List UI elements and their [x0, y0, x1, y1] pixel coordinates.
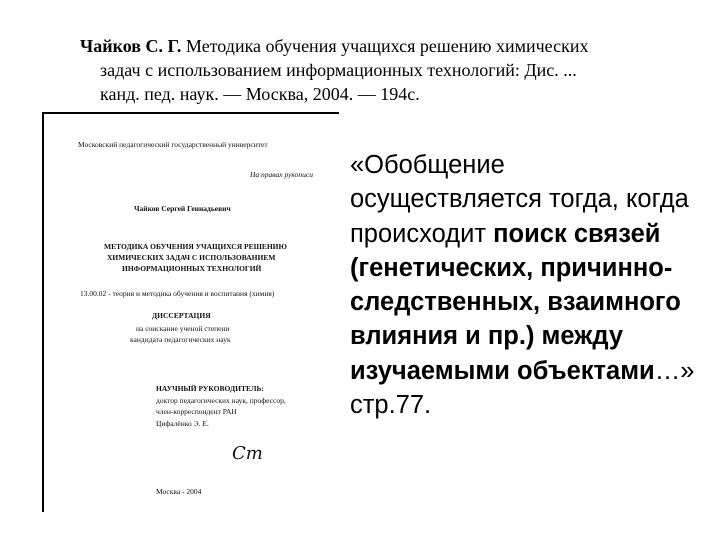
thesis-author: Чайков Сергей Геннадьевич	[134, 204, 231, 213]
thesis-diss-label: ДИССЕРТАЦИЯ	[152, 311, 211, 320]
quote-bold: поиск связей (генетических, причинно-следственных, взаимного влияния и пр.) между изучаемыми объектами	[350, 219, 681, 385]
citation-line-2: задач с использованием информационных технологий: Дис. ...	[100, 60, 577, 80]
thesis-degree-2: кандидата педагогических наук	[130, 335, 231, 344]
citation	[80, 34, 680, 106]
quote-text-2: …» стр.77.	[350, 356, 695, 420]
thesis-rights: На правах рукописи	[250, 170, 313, 179]
quote	[350, 148, 700, 422]
thesis-title-line-3: ИНФОРМАЦИОННЫХ ТЕХНОЛОГИЙ	[122, 264, 262, 273]
citation-line-3: канд. пед. наук. — Москва, 2004. — 194с.	[100, 84, 420, 104]
thesis-supervisor-1: доктор педагогических наук, профессор,	[156, 396, 286, 405]
thesis-university: Московский педагогический государственный университет	[78, 140, 268, 149]
thesis-title-line-2: ХИМИЧЕСКИХ ЗАДАЧ С ИСПОЛЬЗОВАНИЕМ	[107, 253, 276, 262]
thesis-signature: Ст	[232, 443, 263, 464]
thesis-city-year: Москва - 2004	[156, 487, 202, 496]
citation-author: Чайков С. Г.	[80, 36, 182, 56]
thesis-degree-1: на соискание ученой степени	[136, 324, 230, 333]
thesis-supervisor-2: член-корреспондент РАН	[156, 407, 237, 416]
thesis-title-line-1: МЕТОДИКА ОБУЧЕНИЯ УЧАЩИХСЯ РЕШЕНИЮ	[104, 242, 287, 251]
thesis-title-page-image	[42, 112, 339, 512]
thesis-supervisor-name: Цифалёнко Э. Е.	[156, 419, 209, 428]
quote-text-1: «Обобщение осуществляется тогда, когда происходит	[350, 151, 689, 248]
thesis-supervisor-label: НАУЧНЫЙ РУКОВОДИТЕЛЬ:	[156, 384, 264, 393]
citation-title: Методика обучения учащихся решению химических	[181, 36, 589, 56]
thesis-specialty: 13.00.02 - теория и методика обучения и воспитания (химия)	[80, 289, 275, 298]
